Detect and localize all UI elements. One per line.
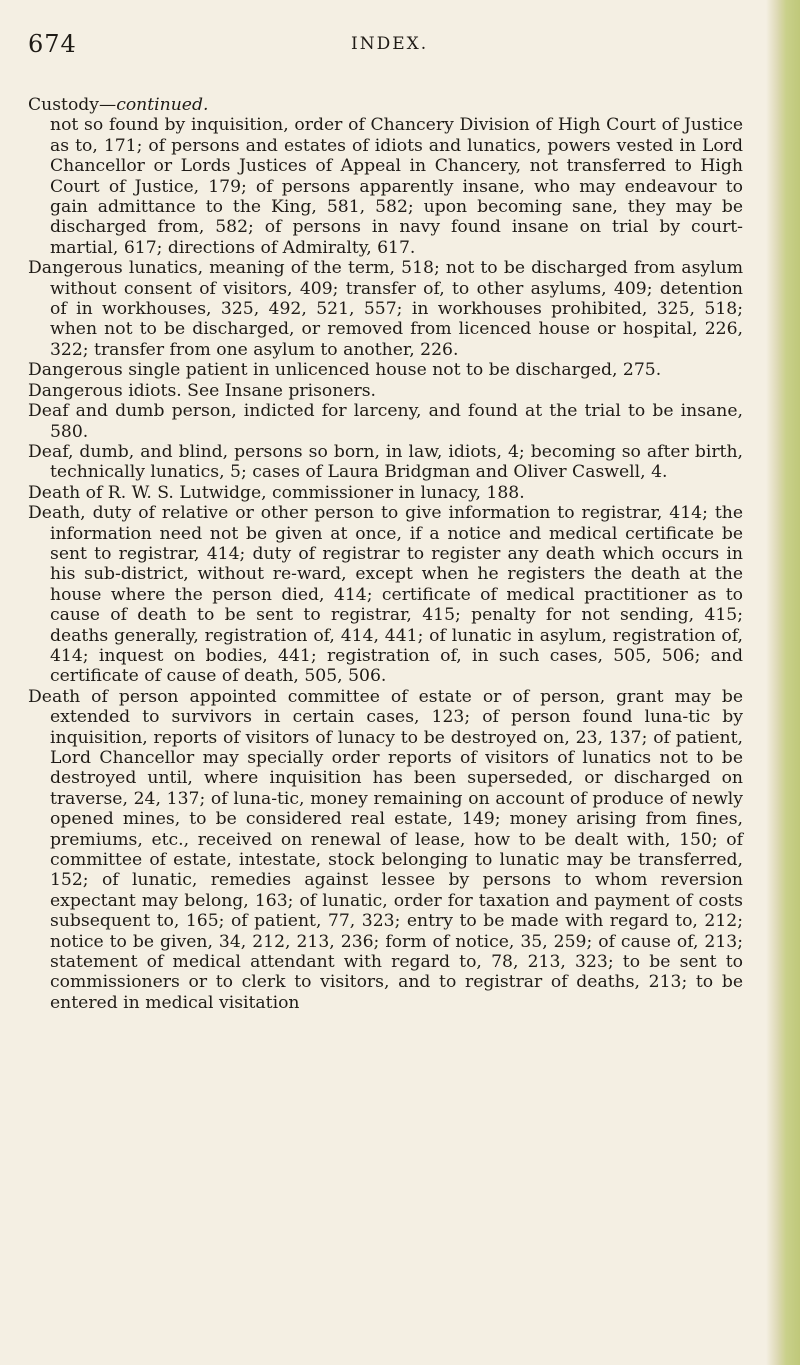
index-content bbox=[28, 95, 743, 1013]
index-entry: not so found by inquisition, order of Chancery Division of High Court of Justice as to, 171; of persons and estates of idiots and lunatics, powers vested in Lord Chancellor or Lords Justices of Appeal in Chancery, not transferred to High Court of Justice, 179; of persons apparently insane, who may endeavour to gain admittance to the King, 581, 582; upon becoming sane, they may be discharged from, 582; of persons in navy found insane on trial by court-martial, 617; directions of Admiralty, 617. bbox=[50, 115, 743, 258]
page-header bbox=[28, 30, 728, 70]
running-title: INDEX. bbox=[351, 34, 429, 54]
index-entry: Death of R. W. S. Lutwidge, commissioner in lunacy, 188. bbox=[28, 482, 525, 503]
index-entry: Dangerous lunatics, meaning of the term, 518; not to be discharged from asylum without consent of visitors, 409; transfer of, to other asylums, 409; detention of in workhouses, 325, 492, 521, 557; in workhouses prohibited, 325, 518; when not to be discharged, or removed from licenced house or hospital, 226, 322; transfer from one asylum to another, 226. bbox=[28, 258, 743, 360]
index-entry: Death of person appointed committee of estate or of person, grant may be extended to survivors in certain cases, 123; of person found luna-tic by inquisition, reports of visitors of lunacy to be destroyed on, 23, 137; of patient, Lord Chancellor may specially order reports of visitors of lunatics not to be destroyed until, where inquisition has been superseded, or discharged on traverse, 24, 137; of luna-tic, money remaining on account of produce of newly opened mines, to be considered real estate, 149; money arising from fines, premiums, etc., received on renewal of lease, how to be dealt with, 150; of committee of estate, intestate, stock belonging to lunatic may be transferred, 152; of lunatic, remedies against lessee by persons to whom reversion expectant may belong, 163; of lunatic, order for taxation and payment of costs subsequent to, 165; of patient, 77, 323; entry to be made with regard to, 212; notice to be given, 34, 212, 213, 236; form of notice, 35, 259; of cause of, 213; statement of medical attendant with regard to, 78, 213, 323; to be sent to commissioners or to clerk to visitors, and to registrar of deaths, 213; to be entered in medical visitation bbox=[28, 686, 743, 1013]
index-entry: Dangerous idiots. See Insane prisoners. bbox=[28, 380, 377, 401]
page-edge bbox=[766, 0, 800, 1365]
index-entry: Dangerous single patient in unlicenced house not to be discharged, 275. bbox=[28, 360, 662, 381]
index-entry: Deaf, dumb, and blind, persons so born, in law, idiots, 4; becoming so after birth, technically lunatics, 5; cases of Laura Bridgman and Oliver Caswell, 4. bbox=[28, 441, 743, 483]
index-entry: Death, duty of relative or other person to give information to registrar, 414; the information need not be given at once, if a notice and medical certificate be sent to registrar, 414; duty of registrar to register any death which occurs in his sub-district, without re-ward, except when he registers the death at the house where the person died, 414; certificate of medical practitioner as to cause of death to be sent to registrar, 415; penalty for not sending, 415; deaths generally, registration of, 414, 441; of lunatic in asylum, registration of, 414; inquest on bodies, 441; registration of, in such cases, 505, 506; and certificate of cause of death, 505, 506. bbox=[28, 503, 743, 687]
page-number: 674 bbox=[28, 30, 77, 58]
section-heading bbox=[28, 95, 743, 115]
index-entry: Deaf and dumb person, indicted for larceny, and found at the trial to be insane, 580. bbox=[28, 401, 743, 442]
section-heading-continued: continued. bbox=[116, 95, 209, 115]
section-heading-label: Custody— bbox=[28, 95, 117, 115]
